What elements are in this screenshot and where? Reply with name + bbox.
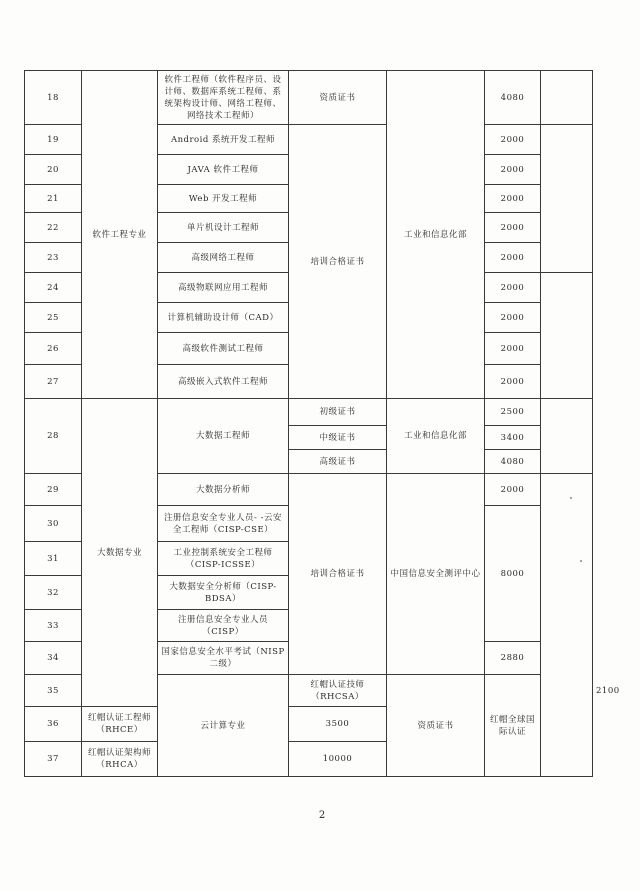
row-number: 33	[25, 610, 82, 642]
row-number: 25	[25, 303, 82, 333]
certificate-cell: 培训合格证书	[289, 474, 387, 675]
row-number: 30	[25, 506, 82, 542]
fee-cell: 2000	[485, 273, 541, 303]
table-row	[25, 71, 593, 125]
fee-cell: 4080	[485, 71, 541, 125]
job-title-cell: 红帽认证架构师（RHCA）	[82, 742, 158, 777]
row-number: 36	[25, 707, 82, 742]
job-title-cell: 大数据分析师	[158, 474, 289, 506]
fee-cell: 2000	[485, 185, 541, 213]
certificate-cell: 资质证书	[289, 71, 387, 125]
certificate-cell: 高级证书	[289, 450, 387, 474]
job-title-cell: 工业控制系统安全工程师（CISP-ICSSE）	[158, 542, 289, 576]
fee-cell: 3500	[289, 707, 387, 742]
fee-cell: 2000	[485, 243, 541, 273]
certificate-cell: 培训合格证书	[289, 125, 387, 399]
certificate-cell: 中级证书	[289, 426, 387, 450]
fee-cell: 2000	[485, 365, 541, 399]
fee-cell: 2880	[485, 642, 541, 675]
fee-cell: 2000	[485, 333, 541, 365]
job-title-cell: 高级网络工程师	[158, 243, 289, 273]
notes-cell	[541, 71, 593, 125]
fee-cell: 2000	[485, 125, 541, 155]
page-number: 2	[318, 810, 326, 821]
job-title-cell: Android 系统开发工程师	[158, 125, 289, 155]
job-title-cell: 注册信息安全专业人员- -云安全工程师（CISP-CSE）	[158, 506, 289, 542]
table-row: 35 云计算专业 红帽认证技师（RHCSA） 资质证书 红帽全球国际认证 2100	[25, 675, 593, 707]
notes-cell	[541, 399, 593, 474]
fee-cell: 8000	[485, 506, 541, 642]
issuing-authority-cell: 中国信息安全测评中心	[387, 474, 485, 675]
job-title-cell: 红帽认证工程师（RHCE）	[82, 707, 158, 742]
job-title-cell: 高级嵌入式软件工程师	[158, 365, 289, 399]
fee-cell: 10000	[289, 742, 387, 777]
job-title-cell: 计算机辅助设计师（CAD）	[158, 303, 289, 333]
row-number: 19	[25, 125, 82, 155]
row-number: 22	[25, 213, 82, 243]
row-number: 26	[25, 333, 82, 365]
job-title-cell: 红帽认证技师（RHCSA）	[289, 675, 387, 707]
certification-table	[24, 70, 620, 777]
scan-speck	[570, 497, 572, 499]
job-title-cell: 高级物联网应用工程师	[158, 273, 289, 303]
row-number: 34	[25, 642, 82, 675]
notes-cell	[541, 474, 593, 777]
major-cell: 软件工程专业	[82, 71, 158, 399]
fee-cell: 2000	[485, 303, 541, 333]
notes-cell	[541, 273, 593, 399]
fee-cell: 3400	[485, 426, 541, 450]
job-title-cell: 高级软件测试工程师	[158, 333, 289, 365]
row-number: 24	[25, 273, 82, 303]
row-number: 18	[25, 71, 82, 125]
job-title-cell: JAVA 软件工程师	[158, 155, 289, 185]
fee-cell: 2000	[485, 213, 541, 243]
issuing-authority-cell: 工业和信息化部	[387, 71, 485, 399]
row-number: 29	[25, 474, 82, 506]
row-number: 27	[25, 365, 82, 399]
scan-speck	[580, 560, 582, 562]
table-row	[25, 399, 593, 426]
fee-cell: 2000	[485, 474, 541, 506]
issuing-authority-cell: 工业和信息化部	[387, 399, 485, 474]
fee-cell: 2000	[485, 155, 541, 185]
row-number: 31	[25, 542, 82, 576]
job-title-cell: 大数据安全分析师（CISP-BDSA）	[158, 576, 289, 610]
fee-cell: 4080	[485, 450, 541, 474]
row-number: 32	[25, 576, 82, 610]
job-title-cell: 注册信息安全专业人员（CISP）	[158, 610, 289, 642]
major-cell: 云计算专业	[158, 675, 289, 777]
row-number: 20	[25, 155, 82, 185]
job-title-cell: 国家信息安全水平考试（NISP二级）	[158, 642, 289, 675]
job-title-cell: 软件工程师（软件程序员、设计师、数据库系统工程师、系统架构设计师、网络工程师、网络技术工程师）	[158, 71, 289, 125]
notes-cell	[541, 125, 593, 273]
job-title-cell: Web 开发工程师	[158, 185, 289, 213]
certificate-cell: 资质证书	[387, 675, 485, 777]
row-number: 37	[25, 742, 82, 777]
job-title-cell: 大数据工程师	[158, 399, 289, 474]
job-title-cell: 单片机设计工程师	[158, 213, 289, 243]
fee-cell: 2500	[485, 399, 541, 426]
row-number: 23	[25, 243, 82, 273]
issuing-authority-cell: 红帽全球国际认证	[485, 675, 541, 777]
major-cell: 大数据专业	[82, 399, 158, 707]
row-number: 28	[25, 399, 82, 474]
row-number: 21	[25, 185, 82, 213]
row-number: 35	[25, 675, 82, 707]
certificate-cell: 初级证书	[289, 399, 387, 426]
